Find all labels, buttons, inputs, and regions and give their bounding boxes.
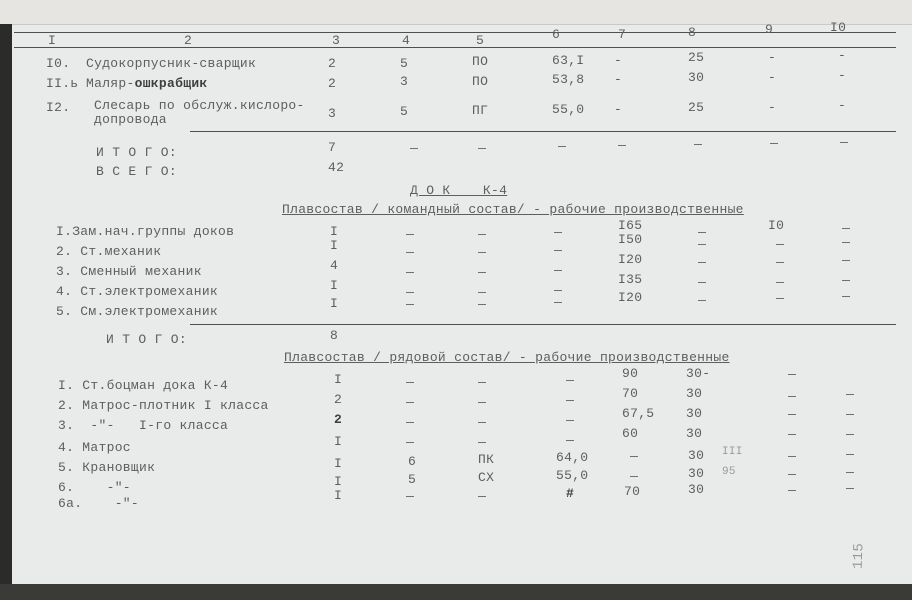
- row-12-num: I2.: [46, 100, 71, 115]
- section-2-row-7-c8: 30: [688, 482, 705, 497]
- s2r3-dash-10: [846, 414, 854, 415]
- section-1-row-3-name: 3. Сменный механик: [56, 264, 202, 279]
- section-2-row-7-name: 6а. -"-: [58, 496, 140, 511]
- section-2-row-5-c6: 64,0: [556, 450, 589, 465]
- s1r2-dash-6: [554, 250, 562, 251]
- row-12-name: Слесарь по обслуж.кислоро-: [94, 98, 305, 113]
- s1r5-dash-6: [554, 302, 562, 303]
- itogo-dash-10: [840, 142, 848, 143]
- row-10-name: Судокорпусник-сварщик: [86, 56, 257, 71]
- section-1-row-5-c7: I20: [618, 290, 643, 305]
- section-2-row-5-c5: ПК: [478, 452, 495, 467]
- section-2-row-2-c3: 2: [334, 392, 343, 407]
- row-11-c3: 2: [328, 76, 337, 91]
- bottom-shadow: [0, 584, 912, 600]
- header-col-7: 7: [618, 27, 627, 42]
- s2r5-dash-9: [788, 456, 796, 457]
- section-2-row-7-c3: I: [334, 488, 343, 503]
- itog1-top-line: [190, 324, 896, 325]
- header-col-3: 3: [332, 33, 341, 48]
- header-col-6: 6: [552, 27, 561, 42]
- section-2-row-6-pencil-note: 95: [722, 466, 736, 478]
- s2r2-dash-10: [846, 394, 854, 395]
- s1r5-dash-8: [698, 300, 706, 301]
- section-2-row-2-c8: 30: [686, 386, 703, 401]
- row-11-c8: 30: [688, 70, 705, 85]
- section-1-row-4-name: 4. Ст.электромеханик: [56, 284, 219, 299]
- s1r2-dash-10: [842, 242, 850, 243]
- s2r4-dash-10: [846, 434, 854, 435]
- s1r2-dash-9: [776, 244, 784, 245]
- section-2-row-5-c3: I: [334, 456, 343, 471]
- s2r3-dash-5: [478, 422, 486, 423]
- row-12-c4: 5: [400, 104, 409, 119]
- row-11-name: Маляр-ошкрабщик: [86, 76, 208, 91]
- itog1-label: И Т О Г О:: [106, 332, 188, 347]
- dock-title: Д О К К-4: [410, 183, 508, 198]
- row-11-c10: -: [838, 68, 847, 83]
- section-2-row-1-name: I. Ст.боцман дока К-4: [58, 378, 229, 393]
- s2r7-dash-4: [406, 496, 414, 497]
- s1r3-dash-9: [776, 262, 784, 263]
- section-1-row-3-c3: 4: [330, 258, 339, 273]
- row-11-c6: 53,8: [552, 72, 585, 87]
- s2r6-dash-7: [630, 476, 638, 477]
- s1r4-dash-8: [698, 282, 706, 283]
- s2r4-dash-9: [788, 434, 796, 435]
- itogo-dash-5: [478, 148, 486, 149]
- section-1-row-2-c7: I50: [618, 232, 643, 247]
- page-number-handwritten: 115: [850, 542, 868, 570]
- s1r4-dash-10: [842, 280, 850, 281]
- row-10-c6: 63,I: [552, 53, 585, 68]
- s2r3-dash-4: [406, 422, 414, 423]
- itogo-value: 7: [328, 140, 337, 155]
- section-2-row-4-c8: 30: [686, 426, 703, 441]
- s1r3-dash-6: [554, 270, 562, 271]
- section-1-row-5-c3: I: [330, 296, 339, 311]
- s1r1-dash-6: [554, 232, 562, 233]
- s2r5-dash-10: [846, 454, 854, 455]
- row-10-c4: 5: [400, 56, 409, 71]
- header-col-9: 9: [765, 22, 774, 37]
- section-2-row-4-c3: I: [334, 434, 343, 449]
- s2r1-dash-5: [478, 382, 486, 383]
- s1r3-dash-10: [842, 260, 850, 261]
- section-2-row-6-name: 6. -"-: [58, 480, 131, 495]
- row-10-c8: 25: [688, 50, 705, 65]
- section-2-row-7-c7: 70: [624, 484, 641, 499]
- section-2-row-2-name: 2. Матрос-плотник I класса: [58, 398, 269, 413]
- s1r1-dash-4: [406, 234, 414, 235]
- s2r2-dash-9: [788, 396, 796, 397]
- row-11-c4: 3: [400, 74, 409, 89]
- s2r3-dash-9: [788, 414, 796, 415]
- section-2-row-5-name: 5. Крановщик: [58, 460, 156, 475]
- row-12-name-cont: допровода: [94, 112, 167, 127]
- section-2-row-7-c6: #: [566, 486, 575, 501]
- s2r2-dash-4: [406, 402, 414, 403]
- s1r5-dash-10: [842, 296, 850, 297]
- section-2-title: Плавсостав / рядовой состав/ - рабочие производственные: [284, 350, 730, 365]
- s2r7-dash-9: [788, 490, 796, 491]
- itogo-dash-7: [618, 145, 626, 146]
- s2r1-dash-4: [406, 382, 414, 383]
- binder-edge: [0, 24, 12, 600]
- itogo-dash-4: [410, 148, 418, 149]
- section-2-row-1-c7: 90: [622, 366, 639, 381]
- header-col-10: I0: [830, 20, 847, 35]
- vsego-value: 42: [328, 160, 345, 175]
- s1r2-dash-8: [698, 244, 706, 245]
- s1r4-dash-4: [406, 292, 414, 293]
- s1r3-dash-4: [406, 272, 414, 273]
- section-2-row-3-c7: 67,5: [622, 406, 655, 421]
- row-10-c9: -: [768, 50, 777, 65]
- section-1-row-1-c3: I: [330, 224, 339, 239]
- row-12-c3: 3: [328, 106, 337, 121]
- section-2-row-4-c7: 60: [622, 426, 639, 441]
- s1r5-dash-4: [406, 304, 414, 305]
- section-1-row-5-name: 5. См.электромеханик: [56, 304, 219, 319]
- section-2-row-3-c8: 30: [686, 406, 703, 421]
- s2r7-dash-10: [846, 488, 854, 489]
- row-12-c10: -: [838, 98, 847, 113]
- s1r3-dash-8: [698, 262, 706, 263]
- row-12-c6: 55,0: [552, 102, 585, 117]
- header-bottom-line: [14, 47, 896, 48]
- section-1-row-2-name: 2. Ст.механик: [56, 244, 162, 259]
- row-12-c9: -: [768, 100, 777, 115]
- section-1-row-4-c7: I35: [618, 272, 643, 287]
- section-1-row-4-c3: I: [330, 278, 339, 293]
- s1r1-dash-5: [478, 234, 486, 235]
- s2r6-dash-9: [788, 474, 796, 475]
- header-col-5: 5: [476, 33, 485, 48]
- row-10-c3: 2: [328, 56, 337, 71]
- section-2-row-5-pencil-note: III: [722, 446, 743, 458]
- itog1-value: 8: [330, 328, 339, 343]
- s2r2-dash-5: [478, 402, 486, 403]
- header-top-line: [14, 32, 896, 33]
- section-1-title: Плавсостав / командный состав/ - рабочие производственные: [282, 202, 744, 217]
- section-1-row-2-c3: I: [330, 238, 339, 253]
- s2r4-dash-6: [566, 440, 574, 441]
- section-2-row-3-name: 3. -"- I-го класса: [58, 418, 229, 433]
- row-10-c7: -: [614, 53, 623, 68]
- section-1-row-1-c9: I0: [768, 218, 785, 233]
- s2r2-dash-6: [566, 400, 574, 401]
- itogo-dash-6: [558, 146, 566, 147]
- s2r1-dash-9: [788, 374, 796, 375]
- itogo-dash-8: [694, 144, 702, 145]
- section-2-row-3-c3: 2: [334, 412, 343, 427]
- row-12-c7: -: [614, 102, 623, 117]
- s1r4-dash-5: [478, 292, 486, 293]
- section-2-row-6-c5: СХ: [478, 470, 495, 485]
- section-2-row-2-c7: 70: [622, 386, 639, 401]
- itogo-label: И Т О Г О:: [96, 145, 178, 160]
- s1r1-dash-8: [698, 232, 706, 233]
- section-2-row-6-c8: 30: [688, 466, 705, 481]
- section-2-row-6-c6: 55,0: [556, 468, 589, 483]
- row-12-c8: 25: [688, 100, 705, 115]
- s2r7-dash-5: [478, 496, 486, 497]
- s1r5-dash-9: [776, 298, 784, 299]
- row-10-num: I0.: [46, 56, 71, 71]
- row-11-c7: -: [614, 72, 623, 87]
- section-2-row-4-name: 4. Матрос: [58, 440, 131, 455]
- section-1-row-1-c7: I65: [618, 218, 643, 233]
- section-1-row-1-name: I.Зам.нач.группы доков: [56, 224, 235, 239]
- section-2-row-1-c3: I: [334, 372, 343, 387]
- row-11-num: II.ь: [46, 76, 79, 91]
- s1r3-dash-5: [478, 272, 486, 273]
- s2r4-dash-5: [478, 442, 486, 443]
- section-2-row-5-c8: 30: [688, 448, 705, 463]
- section-2-row-6-c3: I: [334, 474, 343, 489]
- top-paper-strip: [0, 0, 912, 24]
- row-11-c9: -: [768, 70, 777, 85]
- header-col-8: 8: [688, 25, 697, 40]
- s1r1-dash-10: [842, 228, 850, 229]
- section-2-row-5-c4: 6: [408, 454, 417, 469]
- section-2-row-6-c4: 5: [408, 472, 417, 487]
- row-12-c5: ПГ: [472, 103, 489, 118]
- header-col-4: 4: [402, 33, 411, 48]
- s1r4-dash-6: [554, 290, 562, 291]
- s1r2-dash-5: [478, 252, 486, 253]
- header-col-2: 2: [184, 33, 193, 48]
- row-10-c5: ПО: [472, 54, 489, 69]
- header-col-1: I: [48, 33, 57, 48]
- s2r4-dash-4: [406, 442, 414, 443]
- s2r6-dash-10: [846, 472, 854, 473]
- s1r5-dash-5: [478, 304, 486, 305]
- itogo-dash-9: [770, 143, 778, 144]
- s1r2-dash-4: [406, 252, 414, 253]
- s2r3-dash-6: [566, 420, 574, 421]
- section-1-row-3-c7: I20: [618, 252, 643, 267]
- vsego-label: В С Е Г О:: [96, 164, 178, 179]
- s1r4-dash-9: [776, 282, 784, 283]
- s2r1-dash-6: [566, 380, 574, 381]
- s2r5-dash-7: [630, 456, 638, 457]
- row-10-c10: -: [838, 48, 847, 63]
- itogo-top-line: [190, 131, 896, 132]
- row-11-c5: ПО: [472, 74, 489, 89]
- section-2-row-1-c8: 30-: [686, 366, 711, 381]
